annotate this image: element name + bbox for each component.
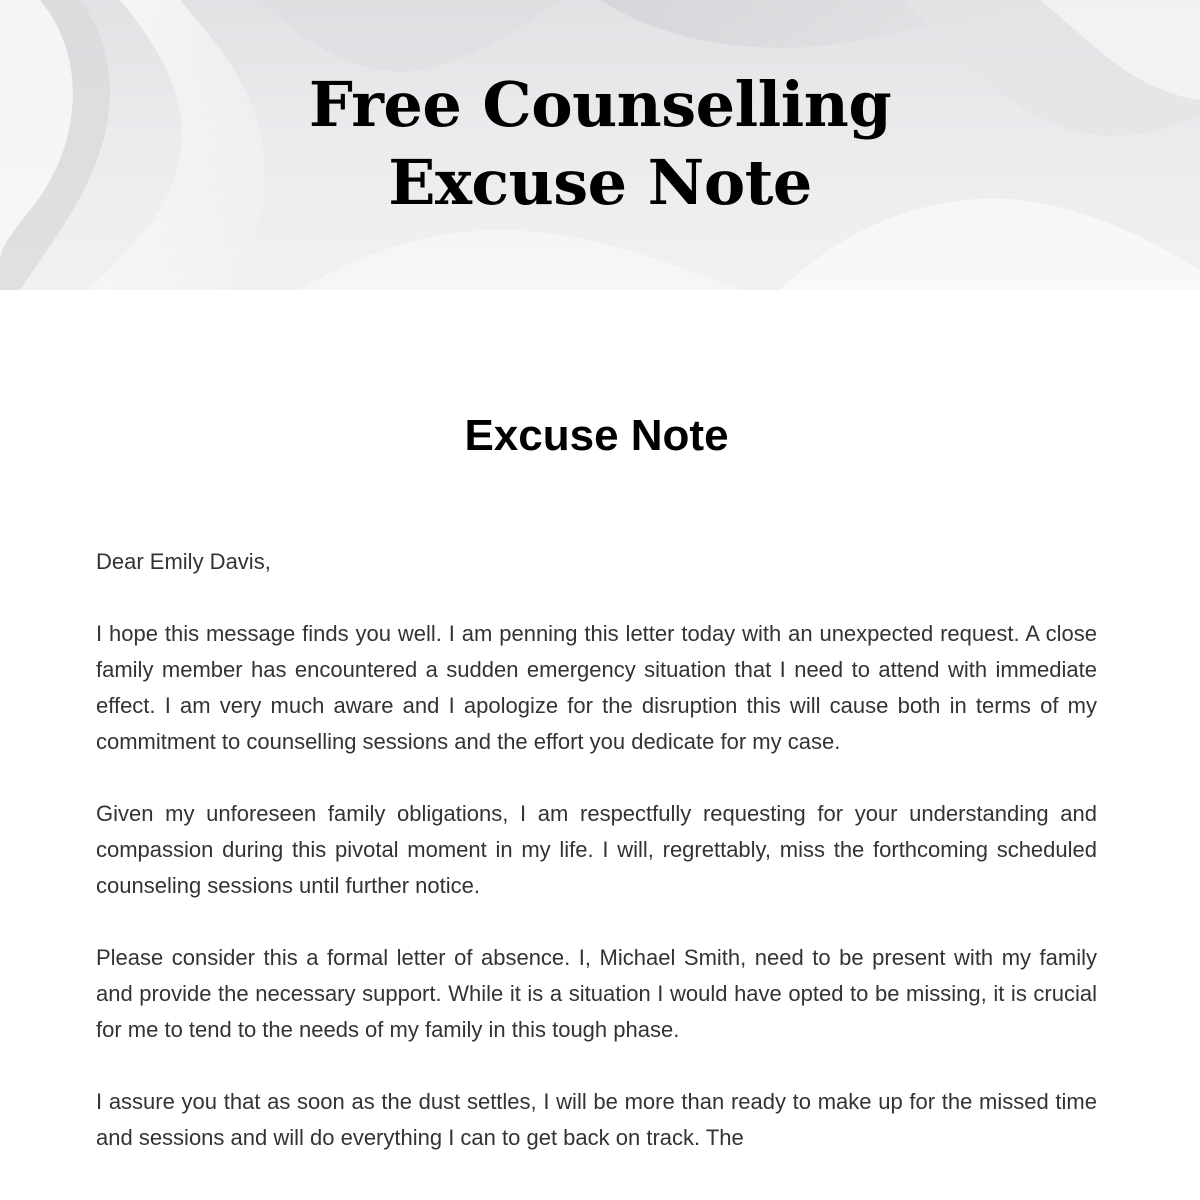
document-title (0, 66, 1200, 222)
paragraph-1: I hope this message finds you well. I am penning this letter today with an unexpected request. A close family member has encountered a sudden emergency situation that I need to attend with immediate effect. I am very much aware and I apologize for the disruption this will cause both in terms of my commitment to counselling sessions and the effort you dedicate for my case. (96, 621, 1097, 754)
document-title-line-1: Free Counselling (308, 68, 892, 141)
note-heading: Excuse Note (464, 411, 729, 460)
paragraph-2: Given my unforeseen family obligations, I am respectfully requesting for your understanding and compassion during this pivotal moment in my life. I will, regrettably, miss the forthcoming scheduled counseling sessions until further notice. (96, 801, 1097, 898)
paragraph-4: I assure you that as soon as the dust settles, I will be more than ready to make up for the missed time and sessions and will do everything I can to get back on track. The (96, 1089, 1097, 1150)
letter-body (96, 400, 1097, 1192)
salutation: Dear Emily Davis, (96, 549, 271, 574)
paragraph-3: Please consider this a formal letter of absence. I, Michael Smith, need to be present with my family and provide the necessary support. While it is a situation I would have opted to be missing, it is crucial for me to tend to the needs of my family in this tough phase. (96, 945, 1097, 1042)
header-banner (0, 0, 1200, 290)
document-title-line-2: Excuse Note (388, 146, 812, 219)
